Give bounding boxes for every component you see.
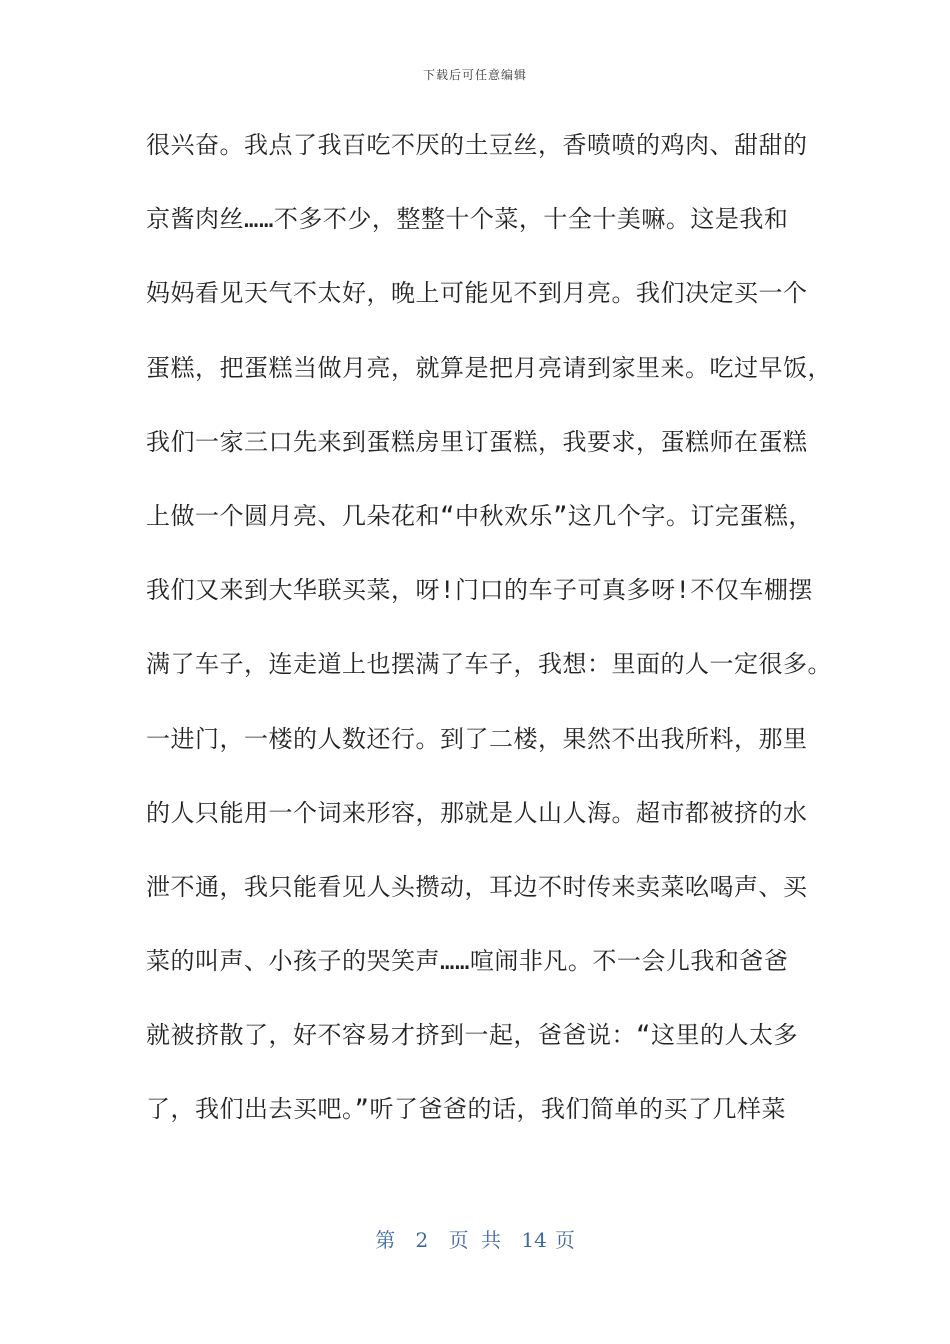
page-footer <box>0 1224 950 1253</box>
text-line: 一进门，一楼的人数还行。到了二楼，果然不出我所料，那里 <box>146 724 808 753</box>
text-line: 的人只能用一个词来形容，那就是人山人海。超市都被挤的水 <box>146 798 808 827</box>
text-line: 很兴奋。我点了我百吃不厌的土豆丝，香喷喷的鸡肉、甜甜的 <box>146 131 808 159</box>
footer-suffix: 页 <box>554 1228 575 1252</box>
body-text <box>146 120 832 1159</box>
total-pages: 14 <box>521 1228 547 1252</box>
text-line: 蛋糕，把蛋糕当做月亮，就算是把月亮请到家里来。吃过早饭， <box>146 353 832 382</box>
page-number: 2 <box>415 1228 429 1252</box>
text-line: 妈妈看见天气不太好，晚上可能见不到月亮。我们决定买一个 <box>146 279 808 308</box>
text-line: 满了车子，连走道上也摆满了车子，我想：里面的人一定很多。 <box>146 650 832 679</box>
text-line: 泄不通，我只能看见人头攒动，耳边不时传来卖菜吆喝声、买 <box>146 872 808 901</box>
text-line: 京酱肉丝……不多不少，整整十个菜，十全十美嘛。这是我和 <box>146 205 789 234</box>
text-line: 菜的叫声、小孩子的哭笑声……喧闹非凡。不一会儿我和爸爸 <box>146 947 789 976</box>
text-line: 我们又来到大华联买菜，呀!门口的车子可真多呀!不仅车棚摆 <box>146 576 813 605</box>
text-line: 上做一个圆月亮、几朵花和“中秋欢乐”这几个字。订完蛋糕， <box>146 501 813 530</box>
header-note: 下载后可任意编辑 <box>422 68 527 82</box>
footer-middle: 页 共 <box>448 1228 501 1252</box>
text-line: 了，我们出去买吧。”听了爸爸的话，我们简单的买了几样菜 <box>146 1095 786 1124</box>
footer-prefix: 第 <box>375 1228 396 1252</box>
text-line: 我们一家三口先来到蛋糕房里订蛋糕，我要求，蛋糕师在蛋糕 <box>146 427 808 456</box>
text-line: 就被挤散了，好不容易才挤到一起，爸爸说：“这里的人太多 <box>146 1021 798 1050</box>
